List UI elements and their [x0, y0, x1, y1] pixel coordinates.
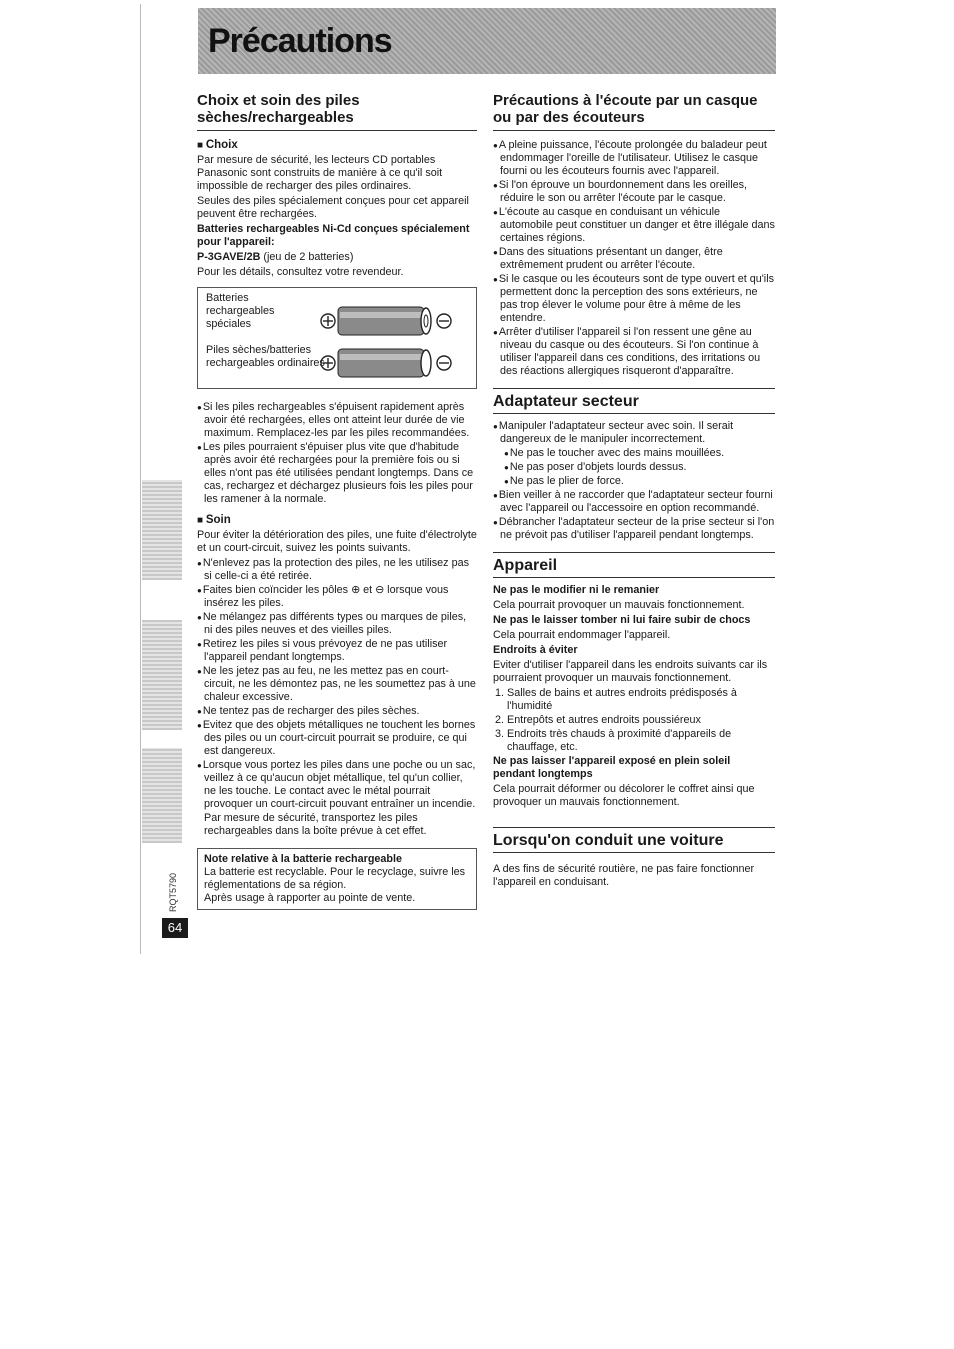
list-item: ● L'écoute au casque en conduisant un véhicule automobile peut constituer un danger et être illégale dans certaines régions. — [493, 206, 775, 245]
device-sub-3: Endroits à éviter — [493, 644, 578, 656]
choix-text: Par mesure de sécurité, les lecteurs CD portables Panasonic sont construits de manière à ce qu'il soit impossible de recharger des piles ordinaires. — [197, 154, 443, 192]
device-sub-2: Ne pas le laisser tomber ni lui faire subir de chocs — [493, 614, 751, 626]
ordinary-battery-icon — [318, 346, 458, 380]
special-battery-label: Batteries rechargeables spéciales — [206, 292, 275, 330]
model-note: (jeu de 2 batteries) — [260, 251, 354, 263]
page-number: 64 — [162, 918, 188, 938]
recharge-bullets — [197, 401, 477, 506]
choix-text-2: Seules des piles spécialement conçues pour cet appareil peuvent être rechargées. — [197, 195, 469, 220]
list-item: ● N'enlevez pas la protection des piles, ne les utilisez pas si celle-ci a été retirée. — [197, 557, 477, 583]
list-item: ● Ne mélangez pas différents types ou marques de piles, ni des piles neuves et des vieilles piles. — [197, 611, 477, 637]
left-column — [197, 92, 477, 910]
list-item: ● Manipuler l'adaptateur secteur avec soin. Il serait dangereux de le manipuler incorrectement. — [493, 420, 775, 446]
device-sub-1: Ne pas le modifier ni le remanier — [493, 584, 660, 596]
right-column — [493, 92, 775, 891]
details-text: Pour les détails, consultez votre revendeur. — [197, 266, 404, 278]
list-item: ● Ne les jetez pas au feu, ne les mettez pas en court-circuit, ne les démontez pas, ne les soumettez pas à une chaleur excessive. — [197, 665, 477, 704]
device-text-4: Cela pourrait déformer ou décolorer le coffret ainsi que provoquer un mauvais fonctionnement. — [493, 783, 755, 808]
list-item: ● Ne pas poser d'objets lourds dessus. — [493, 461, 775, 474]
scan-artifact — [142, 748, 182, 843]
device-heading: Appareil — [493, 552, 775, 578]
ordinary-battery-label: Piles sèches/batteries rechargeables ordinaires — [206, 344, 325, 369]
list-item: ● Ne pas le toucher avec des mains mouillées. — [493, 447, 775, 460]
list-item: 1. Salles de bains et autres endroits prédisposés à l'humidité — [507, 687, 775, 713]
list-item: ● Faites bien coïncider les pôles ⊕ et ⊖ lorsque vous insérez les piles. — [197, 584, 477, 610]
list-item: ● Bien veiller à ne raccorder que l'adaptateur secteur fourni avec l'appareil ou l'accessoire en option recommandé. — [493, 489, 775, 515]
list-item: ● Arrêter d'utiliser l'appareil si l'on ressent une gêne au niveau du casque ou des écouteurs. Si l'on continue à utiliser l'appareil dans ces conditions, des irritations ou des réactions allergiques risqueront d'apparaître. — [493, 326, 775, 378]
list-item: ● Evitez que des objets métalliques ne touchent les bornes des piles ou un court-circuit pourrait se produire, ce qui est dangereux. — [197, 719, 477, 758]
choix-title: ■ Choix — [197, 139, 477, 152]
special-battery-icon — [318, 304, 458, 338]
device-sub-4: Ne pas laisser l'appareil exposé en plein soleil pendant longtemps — [493, 755, 731, 780]
battery-illustration-box — [197, 287, 477, 389]
title-banner — [198, 8, 776, 74]
list-item: ● Retirez les piles si vous prévoyez de ne pas utiliser l'appareil pendant longtemps. — [197, 638, 477, 664]
note-text: La batterie est recyclable. Pour le recyclage, suivre les réglementations de sa région. — [204, 866, 466, 891]
batteries-label: Batteries rechargeables Ni-Cd conçues spécialement pour l'appareil: — [197, 223, 470, 248]
adapter-bullets — [493, 420, 775, 542]
list-item: ● Ne tentez pas de recharger des piles sèches. — [197, 705, 477, 718]
list-item: ● Lorsque vous portez les piles dans une poche ou un sac, veillez à ce qu'aucun objet métallique, tel qu'un collier, ne les touche. Le contact avec le métal pourrait provoquer un court-circuit pouvant entraîner un incendie. — [197, 759, 477, 811]
doc-code: RQT5790 — [168, 872, 178, 912]
list-item: 2. Entrepôts et autres endroits poussiéreux — [507, 714, 775, 727]
headphones-bullets — [493, 139, 775, 378]
page-title: Précautions — [208, 22, 392, 60]
soin-text: Pour éviter la détérioration des piles, une fuite d'électrolyte et un court-circuit, suivez les points suivants. — [197, 529, 477, 554]
adapter-heading: Adaptateur secteur — [493, 388, 775, 414]
soin-title: ■ Soin — [197, 514, 477, 527]
list-item: ● Ne pas le plier de force. — [493, 475, 775, 488]
driving-text: A des fins de sécurité routière, ne pas faire fonctionner l'appareil en conduisant. — [493, 863, 755, 888]
scan-artifact — [142, 480, 182, 580]
headphones-heading: Précautions à l'écoute par un casque ou par des écouteurs — [493, 92, 775, 131]
note-text-2: Après usage à rapporter au pointe de vente. — [204, 892, 416, 904]
scan-artifact — [142, 620, 182, 730]
list-item: ● Dans des situations présentant un danger, être extrêmement prudent ou arrêter l'écoute. — [493, 246, 775, 272]
transport-text: Par mesure de sécurité, transportez les piles rechargeables dans la boîte prévue à cet effet. — [204, 812, 427, 837]
device-text-1: Cela pourrait provoquer un mauvais fonctionnement. — [493, 599, 745, 611]
model-line — [197, 251, 477, 264]
places-list — [493, 687, 775, 754]
list-item: 3. Endroits très chauds à proximité d'appareils de chauffage, etc. — [507, 728, 775, 754]
driving-heading: Lorsqu'on conduit une voiture — [493, 827, 775, 853]
device-text-2: Cela pourrait endommager l'appareil. — [493, 629, 671, 641]
model-number: P-3GAVE/2B — [197, 251, 261, 263]
list-item: ● Débrancher l'adaptateur secteur de la prise secteur si l'on ne prévoit pas d'utiliser l'appareil pendant longtemps. — [493, 516, 775, 542]
device-text-3: Eviter d'utiliser l'appareil dans les endroits suivants car ils pourraient provoquer un mauvais fonctionnement. — [493, 659, 768, 684]
soin-bullets — [197, 557, 477, 811]
list-item: ● A pleine puissance, l'écoute prolongée du baladeur peut endommager l'oreille de l'utilisateur. Utilisez le casque fourni ou les écouteurs fournis avec l'appareil. — [493, 139, 775, 178]
list-item: ● Si l'on éprouve un bourdonnement dans les oreilles, réduire le son ou arrêter l'écoute par le casque. — [493, 179, 775, 205]
list-item: ● Les piles pourraient s'épuiser plus vite que d'habitude après avoir été rechargées pour la première fois ou si elles n'ont pas été utilisées pendant longtemps. Dans ce cas, rechargez et déchargez plusieurs fois les piles pour les ramener à la normale. — [197, 441, 477, 506]
note-title: Note relative à la batterie rechargeable — [204, 853, 403, 865]
list-item: ● Si le casque ou les écouteurs sont de type ouvert et qu'ils permettent donc la perception des sons extérieurs, ne pas trop élever le volume pour être à même de les entendre. — [493, 273, 775, 325]
batteries-heading: Choix et soin des piles sèches/rechargeables — [197, 92, 477, 131]
list-item: ● Si les piles rechargeables s'épuisent rapidement après avoir été rechargées, elles ont atteint leur durée de vie maximum. Remplacez-les par les piles recommandées. — [197, 401, 477, 440]
note-box — [197, 848, 477, 910]
